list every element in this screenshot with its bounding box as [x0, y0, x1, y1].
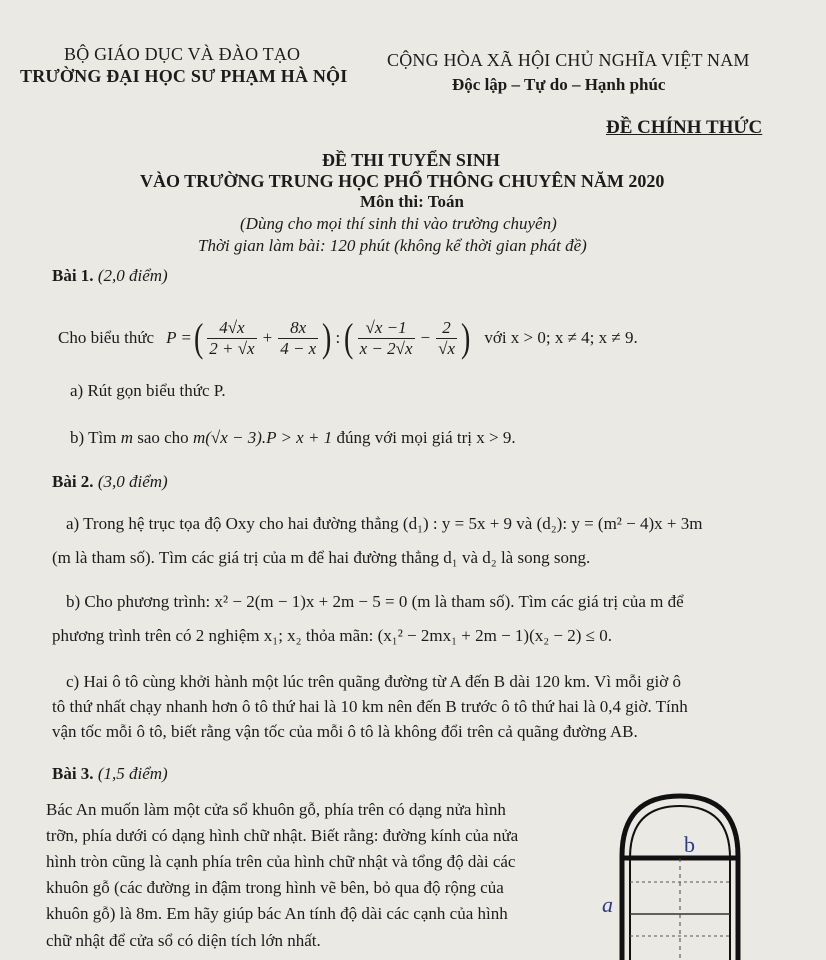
fraction-3	[358, 318, 415, 359]
bai3-line5: khuôn gỗ) là 8m. Em hãy giúp bác An tính độ dài các cạnh của hình	[46, 904, 508, 923]
bai2-b-line1: b) Cho phương trình: x² − 2(m − 1)x + 2m − 5 = 0 (m là tham số). Tìm các giá trị của m để	[66, 592, 684, 611]
divide-sign: :	[335, 328, 341, 347]
bai1-b-mid: sao cho	[137, 428, 189, 447]
plus-sign: +	[262, 328, 273, 347]
bai3-line4: khuôn gỗ (các đường in đậm trong hình vẽ bên, bỏ qua độ rộng của	[46, 878, 504, 897]
minus-sign: −	[420, 328, 431, 347]
exam-title: ĐỀ THI TUYỂN SINH	[322, 150, 500, 170]
left-paren-2: (	[344, 315, 354, 360]
bai1-condition: với x > 0; x ≠ 4; x ≠ 9.	[484, 328, 638, 347]
ministry-name: BỘ GIÁO DỤC VÀ ĐÀO TẠO	[64, 44, 301, 64]
exam-audience: (Dùng cho mọi thí sinh thi vào trường chuyên)	[240, 214, 557, 233]
bai1-label: Bài 1.	[52, 266, 94, 285]
bai1-b-post: đúng với mọi giá trị x > 9.	[336, 428, 516, 447]
bai2-c-line1: c) Hai ô tô cùng khởi hành một lúc trên quãng đường từ A đến B dài 120 km. Vì mỗi giờ ô	[66, 672, 681, 691]
bai3-line2: trỡn, phía dưới có dạng hình chữ nhật. Biết rằng: đường kính của nửa	[46, 826, 519, 845]
bai3-points: (1,5 điểm)	[97, 764, 168, 783]
bai2-c-line2: tô thứ nhất chạy nhanh hơn ô tô thứ hai là 10 km nên đến B trước ô tô thứ hai là 0,4 giờ. Tính	[52, 697, 688, 716]
fraction-4	[436, 318, 457, 359]
window-frame-diagram	[600, 776, 760, 960]
exam-subtitle: VÀO TRƯỜNG TRUNG HỌC PHỔ THÔNG CHUYÊN NĂM 2020	[140, 171, 665, 191]
bai3-line6: chữ nhật để cửa sổ có diện tích lớn nhất.	[46, 931, 321, 950]
bai1-points: (2,0 điểm)	[97, 266, 168, 285]
bai3-line3: hình tròn cũng là cạnh phía trên của hình chữ nhật và tổng độ dài các	[46, 852, 516, 871]
fraction-2-numerator: 8x	[278, 318, 318, 339]
fraction-1	[207, 318, 256, 359]
bai1-part-a: a) Rút gọn biểu thức P.	[70, 381, 226, 400]
bai1-b-pre: b) Tìm	[70, 428, 117, 447]
left-paren: (	[193, 315, 204, 360]
fraction-1-denominator: 2 + √x	[209, 338, 255, 358]
bai3-line1: Bác An muốn làm một cửa sổ khuôn gỗ, phía trên có dạng nửa hình	[46, 800, 506, 819]
bai2-label: Bài 2.	[52, 472, 94, 491]
bai2-points: (3,0 điểm)	[97, 472, 168, 491]
bai1-expression	[58, 310, 638, 366]
bai2-heading	[52, 472, 168, 492]
fraction-1-numerator: 4√x	[207, 318, 256, 339]
right-paren: )	[322, 315, 332, 360]
bai1-b-expr: m(√x − 3).P > x + 1	[192, 428, 333, 447]
country-name: CỘNG HÒA XÃ HỘI CHỦ NGHĨA VIỆT NAM	[387, 50, 750, 70]
bai2-b-line2: phương trình trên có 2 nghiệm x₁; x₂ thỏa mãn: (x₁² − 2mx₁ + 2m − 1)(x₂ − 2) ≤ 0.	[52, 626, 613, 645]
bai1-intro: Cho biểu thức	[58, 328, 155, 347]
official-stamp-text: ĐỀ CHÍNH THỨC	[606, 117, 763, 138]
fraction-3-numerator: √x −1	[358, 318, 415, 339]
fraction-2	[278, 318, 318, 359]
bai2-c-line3: vận tốc mỗi ô tô, biết rằng vận tốc của mỗi ô tô là không đổi trên cả quãng đường AB.	[52, 722, 638, 741]
exam-subject: Môn thi: Toán	[360, 192, 464, 211]
bai1-heading	[52, 266, 168, 286]
right-paren-2: )	[460, 315, 471, 360]
bai3-heading	[52, 764, 168, 784]
label-a: a	[602, 892, 613, 917]
fraction-3-denominator: x − 2√x	[359, 338, 413, 358]
bai3-label: Bài 3.	[52, 764, 94, 783]
fraction-4-numerator: 2	[436, 318, 457, 339]
exam-duration: Thời gian làm bài: 120 phút (không kể thời gian phát đề)	[198, 236, 587, 255]
university-name: TRƯỜNG ĐẠI HỌC SƯ PHẠM HÀ NỘI	[20, 66, 348, 86]
national-motto: Độc lập – Tự do – Hạnh phúc	[452, 75, 666, 94]
bai1-b-m: m	[120, 428, 133, 447]
fraction-4-denominator: √x	[438, 338, 455, 358]
fraction-2-denominator: 4 − x	[280, 338, 317, 358]
bai2-a-line2: (m là tham số). Tìm các giá trị của m để hai đường thẳng d₁ và d₂ là song song.	[52, 548, 591, 567]
label-b: b	[684, 832, 695, 857]
bai1-part-b	[70, 428, 516, 448]
expr-p: P =	[166, 328, 192, 347]
bai2-a-line1: a) Trong hệ trục tọa độ Oxy cho hai đường thẳng (d₁) : y = 5x + 9 và (d₂): y = (m² − 4)x + 3m	[66, 514, 703, 533]
